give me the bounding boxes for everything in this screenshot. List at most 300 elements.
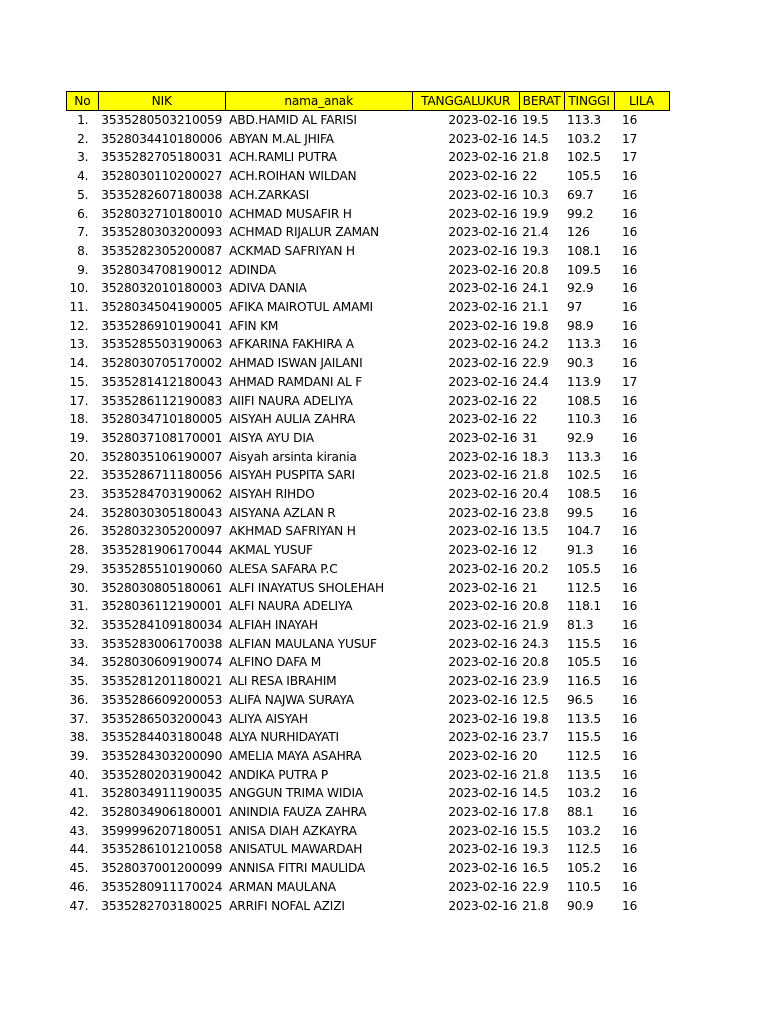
cell-tinggi[interactable]: 126 bbox=[567, 225, 590, 240]
cell-nik[interactable]: 3535282305200087 bbox=[101, 243, 223, 258]
cell-no[interactable]: 34. bbox=[69, 655, 89, 670]
cell-tinggi[interactable]: 104.7 bbox=[567, 524, 601, 539]
header-no[interactable]: No bbox=[67, 92, 99, 111]
cell-tanggalukur[interactable]: 2023-02-16 bbox=[448, 730, 518, 745]
cell-tanggalukur[interactable]: 2023-02-16 bbox=[448, 300, 518, 315]
cell-lila[interactable]: 16 bbox=[622, 206, 638, 221]
cell-tanggalukur[interactable]: 2023-02-16 bbox=[448, 393, 518, 408]
cell-berat[interactable]: 20 bbox=[522, 748, 538, 763]
cell-no[interactable]: 17. bbox=[69, 393, 89, 408]
cell-nik[interactable]: 3535282703180025 bbox=[101, 898, 223, 913]
cell-berat[interactable]: 17.8 bbox=[522, 805, 549, 820]
cell-nik[interactable]: 3528030705170002 bbox=[101, 356, 223, 371]
cell-nama-anak[interactable]: ADIVA DANIA bbox=[229, 281, 307, 296]
cell-lila[interactable]: 16 bbox=[622, 767, 638, 782]
cell-berat[interactable]: 23.7 bbox=[522, 730, 549, 745]
cell-nik[interactable]: 3535284703190062 bbox=[101, 487, 223, 502]
cell-nama-anak[interactable]: AFIKA MAIROTUL AMAMI bbox=[229, 300, 373, 315]
cell-nama-anak[interactable]: ACHMAD MUSAFIR H bbox=[229, 206, 352, 221]
cell-lila[interactable]: 16 bbox=[622, 730, 638, 745]
cell-nama-anak[interactable]: AKMAL YUSUF bbox=[229, 543, 313, 558]
cell-no[interactable]: 47. bbox=[69, 898, 89, 913]
cell-tanggalukur[interactable]: 2023-02-16 bbox=[448, 805, 518, 820]
cell-berat[interactable]: 20.8 bbox=[522, 599, 549, 614]
cell-tanggalukur[interactable]: 2023-02-16 bbox=[448, 524, 518, 539]
cell-berat[interactable]: 12 bbox=[522, 543, 538, 558]
cell-nama-anak[interactable]: ALFIAN MAULANA YUSUF bbox=[229, 636, 377, 651]
cell-no[interactable]: 6. bbox=[77, 206, 89, 221]
cell-no[interactable]: 42. bbox=[69, 805, 89, 820]
cell-no[interactable]: 36. bbox=[69, 692, 89, 707]
cell-berat[interactable]: 21.8 bbox=[522, 150, 549, 165]
cell-berat[interactable]: 21.8 bbox=[522, 767, 549, 782]
cell-tinggi[interactable]: 113.3 bbox=[567, 337, 601, 352]
cell-nama-anak[interactable]: ARRIFI NOFAL AZIZI bbox=[229, 898, 345, 913]
cell-no[interactable]: 43. bbox=[69, 823, 89, 838]
cell-berat[interactable]: 19.5 bbox=[522, 113, 549, 127]
cell-nama-anak[interactable]: AMELIA MAYA ASAHRA bbox=[229, 748, 362, 763]
cell-nama-anak[interactable]: ACH.RAMLI PUTRA bbox=[229, 150, 337, 165]
cell-nama-anak[interactable]: AISYAH PUSPITA SARI bbox=[229, 468, 355, 483]
cell-nama-anak[interactable]: AKHMAD SAFRIYAN H bbox=[229, 524, 356, 539]
cell-nama-anak[interactable]: ACH.ROIHAN WILDAN bbox=[229, 169, 357, 184]
cell-lila[interactable]: 16 bbox=[622, 187, 638, 202]
cell-lila[interactable]: 16 bbox=[622, 879, 638, 894]
cell-nik[interactable]: 3535286609200053 bbox=[101, 692, 223, 707]
cell-berat[interactable]: 21.8 bbox=[522, 898, 549, 913]
header-tanggalukur[interactable]: TANGGALUKUR bbox=[412, 92, 519, 111]
cell-tinggi[interactable]: 113.9 bbox=[567, 374, 601, 389]
cell-no[interactable]: 44. bbox=[69, 842, 89, 857]
cell-tinggi[interactable]: 69.7 bbox=[567, 187, 594, 202]
cell-no[interactable]: 14. bbox=[69, 356, 89, 371]
cell-nik[interactable]: 3535285503190063 bbox=[101, 337, 223, 352]
cell-tanggalukur[interactable]: 2023-02-16 bbox=[448, 113, 518, 127]
cell-lila[interactable]: 16 bbox=[622, 281, 638, 296]
cell-nama-anak[interactable]: ALFI INAYATUS SHOLEHAH bbox=[229, 580, 384, 595]
cell-berat[interactable]: 21.8 bbox=[522, 468, 549, 483]
cell-berat[interactable]: 19.3 bbox=[522, 842, 549, 857]
cell-nik[interactable]: 3535286101210058 bbox=[101, 842, 223, 857]
cell-berat[interactable]: 16.5 bbox=[522, 861, 549, 876]
cell-lila[interactable]: 16 bbox=[622, 412, 638, 427]
cell-tinggi[interactable]: 113.5 bbox=[567, 711, 601, 726]
cell-nik[interactable]: 3535280911170024 bbox=[101, 879, 223, 894]
cell-berat[interactable]: 19.8 bbox=[522, 711, 549, 726]
cell-nama-anak[interactable]: ALESA SAFARA P.C bbox=[229, 561, 338, 576]
cell-tanggalukur[interactable]: 2023-02-16 bbox=[448, 187, 518, 202]
cell-tanggalukur[interactable]: 2023-02-16 bbox=[448, 617, 518, 632]
cell-tanggalukur[interactable]: 2023-02-16 bbox=[448, 318, 518, 333]
cell-berat[interactable]: 19.8 bbox=[522, 318, 549, 333]
cell-berat[interactable]: 24.1 bbox=[522, 281, 549, 296]
cell-nama-anak[interactable]: ACH.ZARKASI bbox=[229, 187, 310, 202]
cell-lila[interactable]: 16 bbox=[622, 617, 638, 632]
cell-nik[interactable]: 3528037108170001 bbox=[101, 430, 223, 445]
cell-nik[interactable]: 3528036112190001 bbox=[101, 599, 223, 614]
cell-nama-anak[interactable]: AHMAD ISWAN JAILANI bbox=[229, 356, 363, 371]
cell-lila[interactable]: 16 bbox=[622, 524, 638, 539]
cell-nama-anak[interactable]: ABD.HAMID AL FARISI bbox=[229, 113, 357, 127]
cell-nik[interactable]: 3535286112190083 bbox=[101, 393, 223, 408]
cell-no[interactable]: 4. bbox=[77, 169, 89, 184]
header-tinggi[interactable]: TINGGI bbox=[564, 92, 614, 111]
cell-tanggalukur[interactable]: 2023-02-16 bbox=[448, 169, 518, 184]
cell-tinggi[interactable]: 116.5 bbox=[567, 674, 601, 689]
cell-no[interactable]: 38. bbox=[69, 730, 89, 745]
cell-no[interactable]: 11. bbox=[69, 300, 89, 315]
cell-nik[interactable]: 3528030110200027 bbox=[101, 169, 223, 184]
cell-nama-anak[interactable]: AISYAH AULIA ZAHRA bbox=[229, 412, 356, 427]
cell-nama-anak[interactable]: ALFIAH INAYAH bbox=[229, 617, 318, 632]
cell-berat[interactable]: 19.9 bbox=[522, 206, 549, 221]
cell-tanggalukur[interactable]: 2023-02-16 bbox=[448, 711, 518, 726]
cell-berat[interactable]: 22.9 bbox=[522, 879, 549, 894]
cell-tanggalukur[interactable]: 2023-02-16 bbox=[448, 262, 518, 277]
cell-tanggalukur[interactable]: 2023-02-16 bbox=[448, 543, 518, 558]
cell-nik[interactable]: 3535281906170044 bbox=[101, 543, 223, 558]
cell-no[interactable]: 18. bbox=[69, 412, 89, 427]
cell-berat[interactable]: 20.8 bbox=[522, 655, 549, 670]
cell-lila[interactable]: 16 bbox=[622, 692, 638, 707]
cell-berat[interactable]: 22.9 bbox=[522, 356, 549, 371]
cell-nik[interactable]: 3535284403180048 bbox=[101, 730, 223, 745]
cell-tinggi[interactable]: 113.5 bbox=[567, 767, 601, 782]
cell-no[interactable]: 31. bbox=[69, 599, 89, 614]
cell-tinggi[interactable]: 105.5 bbox=[567, 655, 601, 670]
cell-tanggalukur[interactable]: 2023-02-16 bbox=[448, 505, 518, 520]
cell-nama-anak[interactable]: ANINDIA FAUZA ZAHRA bbox=[229, 805, 367, 820]
cell-berat[interactable]: 10.3 bbox=[522, 187, 549, 202]
cell-tinggi[interactable]: 110.3 bbox=[567, 412, 601, 427]
cell-nama-anak[interactable]: ANNISA FITRI MAULIDA bbox=[229, 861, 366, 876]
cell-nik[interactable]: 3535282705180031 bbox=[101, 150, 223, 165]
cell-tinggi[interactable]: 113.3 bbox=[567, 449, 601, 464]
cell-no[interactable]: 41. bbox=[69, 786, 89, 801]
cell-berat[interactable]: 21.1 bbox=[522, 300, 549, 315]
cell-tinggi[interactable]: 81.3 bbox=[567, 617, 594, 632]
cell-tanggalukur[interactable]: 2023-02-16 bbox=[448, 748, 518, 763]
cell-nik[interactable]: 3535284303200090 bbox=[101, 748, 223, 763]
cell-tanggalukur[interactable]: 2023-02-16 bbox=[448, 786, 518, 801]
cell-tinggi[interactable]: 102.5 bbox=[567, 468, 601, 483]
cell-nama-anak[interactable]: Aisyah arsinta kirania bbox=[229, 449, 357, 464]
cell-tinggi[interactable]: 109.5 bbox=[567, 262, 601, 277]
cell-nama-anak[interactable]: ALIFA NAJWA SURAYA bbox=[229, 692, 354, 707]
cell-tinggi[interactable]: 96.5 bbox=[567, 692, 594, 707]
cell-lila[interactable]: 17 bbox=[622, 374, 638, 389]
cell-no[interactable]: 5. bbox=[77, 187, 89, 202]
cell-nik[interactable]: 3535283006170038 bbox=[101, 636, 223, 651]
header-nik[interactable]: NIK bbox=[98, 92, 225, 111]
cell-tanggalukur[interactable]: 2023-02-16 bbox=[448, 374, 518, 389]
cell-tanggalukur[interactable]: 2023-02-16 bbox=[448, 823, 518, 838]
cell-no[interactable]: 40. bbox=[69, 767, 89, 782]
cell-nik[interactable]: 3535280203190042 bbox=[101, 767, 223, 782]
cell-berat[interactable]: 23.8 bbox=[522, 505, 549, 520]
cell-tinggi[interactable]: 103.2 bbox=[567, 131, 601, 146]
cell-no[interactable]: 1. bbox=[77, 113, 89, 127]
cell-tinggi[interactable]: 108.5 bbox=[567, 393, 601, 408]
cell-lila[interactable]: 16 bbox=[622, 898, 638, 913]
cell-lila[interactable]: 16 bbox=[622, 243, 638, 258]
cell-no[interactable]: 7. bbox=[77, 225, 89, 240]
cell-no[interactable]: 39. bbox=[69, 748, 89, 763]
cell-lila[interactable]: 16 bbox=[622, 543, 638, 558]
cell-lila[interactable]: 16 bbox=[622, 487, 638, 502]
cell-lila[interactable]: 16 bbox=[622, 262, 638, 277]
cell-lila[interactable]: 16 bbox=[622, 748, 638, 763]
cell-nama-anak[interactable]: AHMAD RAMDANI AL F bbox=[229, 374, 363, 389]
cell-nama-anak[interactable]: AFKARINA FAKHIRA A bbox=[229, 337, 354, 352]
cell-tanggalukur[interactable]: 2023-02-16 bbox=[448, 861, 518, 876]
cell-nik[interactable]: 3528032710180010 bbox=[101, 206, 223, 221]
cell-tanggalukur[interactable]: 2023-02-16 bbox=[448, 150, 518, 165]
cell-no[interactable]: 3. bbox=[77, 150, 89, 165]
cell-no[interactable]: 26. bbox=[69, 524, 89, 539]
cell-nik[interactable]: 3528034710180005 bbox=[101, 412, 223, 427]
cell-nama-anak[interactable]: ANISATUL MAWARDAH bbox=[229, 842, 363, 857]
cell-nik[interactable]: 3528030609190074 bbox=[101, 655, 223, 670]
cell-tanggalukur[interactable]: 2023-02-16 bbox=[448, 449, 518, 464]
cell-tanggalukur[interactable]: 2023-02-16 bbox=[448, 131, 518, 146]
cell-no[interactable]: 8. bbox=[77, 243, 89, 258]
cell-lila[interactable]: 16 bbox=[622, 449, 638, 464]
cell-berat[interactable]: 12.5 bbox=[522, 692, 549, 707]
cell-berat[interactable]: 22 bbox=[522, 412, 538, 427]
cell-no[interactable]: 15. bbox=[69, 374, 89, 389]
cell-no[interactable]: 24. bbox=[69, 505, 89, 520]
cell-nama-anak[interactable]: ALFI NAURA ADELIYA bbox=[229, 599, 353, 614]
cell-no[interactable]: 37. bbox=[69, 711, 89, 726]
cell-tanggalukur[interactable]: 2023-02-16 bbox=[448, 580, 518, 595]
cell-nik[interactable]: 3535282607180038 bbox=[101, 187, 223, 202]
cell-nama-anak[interactable]: ANISA DIAH AZKAYRA bbox=[229, 823, 357, 838]
cell-tinggi[interactable]: 105.5 bbox=[567, 169, 601, 184]
cell-lila[interactable]: 16 bbox=[622, 300, 638, 315]
cell-tinggi[interactable]: 115.5 bbox=[567, 730, 601, 745]
cell-tinggi[interactable]: 108.1 bbox=[567, 243, 601, 258]
cell-berat[interactable]: 20.4 bbox=[522, 487, 549, 502]
cell-berat[interactable]: 14.5 bbox=[522, 131, 549, 146]
cell-tanggalukur[interactable]: 2023-02-16 bbox=[448, 655, 518, 670]
header-lila[interactable]: LILA bbox=[614, 92, 669, 111]
cell-no[interactable]: 12. bbox=[69, 318, 89, 333]
cell-berat[interactable]: 24.2 bbox=[522, 337, 549, 352]
cell-lila[interactable]: 16 bbox=[622, 561, 638, 576]
cell-lila[interactable]: 16 bbox=[622, 169, 638, 184]
cell-lila[interactable]: 16 bbox=[622, 786, 638, 801]
cell-tinggi[interactable]: 105.2 bbox=[567, 861, 601, 876]
cell-tinggi[interactable]: 92.9 bbox=[567, 430, 594, 445]
cell-lila[interactable]: 16 bbox=[622, 393, 638, 408]
cell-tinggi[interactable]: 105.5 bbox=[567, 561, 601, 576]
cell-tanggalukur[interactable]: 2023-02-16 bbox=[448, 767, 518, 782]
cell-nik[interactable]: 3528034906180001 bbox=[101, 805, 223, 820]
cell-tinggi[interactable]: 112.5 bbox=[567, 842, 601, 857]
cell-tinggi[interactable]: 91.3 bbox=[567, 543, 594, 558]
cell-tanggalukur[interactable]: 2023-02-16 bbox=[448, 281, 518, 296]
cell-nik[interactable]: 3528035106190007 bbox=[101, 449, 223, 464]
cell-nik[interactable]: 3528030805180061 bbox=[101, 580, 223, 595]
cell-lila[interactable]: 16 bbox=[622, 805, 638, 820]
cell-nik[interactable]: 3535286910190041 bbox=[101, 318, 223, 333]
cell-berat[interactable]: 24.3 bbox=[522, 636, 549, 651]
header-berat[interactable]: BERAT bbox=[519, 92, 564, 111]
cell-no[interactable]: 28. bbox=[69, 543, 89, 558]
cell-nama-anak[interactable]: ADINDA bbox=[229, 262, 276, 277]
cell-no[interactable]: 13. bbox=[69, 337, 89, 352]
cell-nik[interactable]: 3535280503210059 bbox=[101, 113, 223, 127]
cell-lila[interactable]: 16 bbox=[622, 225, 638, 240]
cell-no[interactable]: 22. bbox=[69, 468, 89, 483]
cell-lila[interactable]: 16 bbox=[622, 823, 638, 838]
cell-tanggalukur[interactable]: 2023-02-16 bbox=[448, 225, 518, 240]
cell-berat[interactable]: 24.4 bbox=[522, 374, 549, 389]
cell-tinggi[interactable]: 98.9 bbox=[567, 318, 594, 333]
cell-no[interactable]: 2. bbox=[77, 131, 89, 146]
cell-no[interactable]: 29. bbox=[69, 561, 89, 576]
cell-nik[interactable]: 3535280303200093 bbox=[101, 225, 223, 240]
cell-nama-anak[interactable]: ALYA NURHIDAYATI bbox=[229, 730, 339, 745]
cell-nama-anak[interactable]: AISYA AYU DIA bbox=[229, 430, 314, 445]
cell-nik[interactable]: 3528034708190012 bbox=[101, 262, 223, 277]
cell-nik[interactable]: 3528034410180006 bbox=[101, 131, 223, 146]
cell-tinggi[interactable]: 97 bbox=[567, 300, 583, 315]
cell-tanggalukur[interactable]: 2023-02-16 bbox=[448, 356, 518, 371]
cell-tanggalukur[interactable]: 2023-02-16 bbox=[448, 674, 518, 689]
cell-tinggi[interactable]: 113.3 bbox=[567, 113, 601, 127]
cell-lila[interactable]: 16 bbox=[622, 655, 638, 670]
cell-berat[interactable]: 21.9 bbox=[522, 617, 549, 632]
cell-tinggi[interactable]: 88.1 bbox=[567, 805, 594, 820]
cell-lila[interactable]: 16 bbox=[622, 318, 638, 333]
cell-nama-anak[interactable]: ANDIKA PUTRA P bbox=[229, 767, 329, 782]
cell-nik[interactable]: 3535281412180043 bbox=[101, 374, 223, 389]
cell-nik[interactable]: 3528034911190035 bbox=[101, 786, 223, 801]
cell-tinggi[interactable]: 108.5 bbox=[567, 487, 601, 502]
cell-tinggi[interactable]: 99.5 bbox=[567, 505, 594, 520]
cell-nama-anak[interactable]: ALIYA AISYAH bbox=[229, 711, 308, 726]
cell-no[interactable]: 9. bbox=[77, 262, 89, 277]
cell-berat[interactable]: 21 bbox=[522, 580, 538, 595]
cell-lila[interactable]: 16 bbox=[622, 842, 638, 857]
cell-no[interactable]: 10. bbox=[69, 281, 89, 296]
cell-nama-anak[interactable]: AFIN KM bbox=[229, 318, 279, 333]
cell-no[interactable]: 33. bbox=[69, 636, 89, 651]
cell-tinggi[interactable]: 118.1 bbox=[567, 599, 601, 614]
cell-nik[interactable]: 3528037001200099 bbox=[101, 861, 223, 876]
cell-lila[interactable]: 16 bbox=[622, 356, 638, 371]
cell-berat[interactable]: 14.5 bbox=[522, 786, 549, 801]
cell-tanggalukur[interactable]: 2023-02-16 bbox=[448, 337, 518, 352]
cell-nik[interactable]: 3535286711180056 bbox=[101, 468, 223, 483]
cell-nik[interactable]: 3528032305200097 bbox=[101, 524, 223, 539]
cell-tanggalukur[interactable]: 2023-02-16 bbox=[448, 599, 518, 614]
cell-tanggalukur[interactable]: 2023-02-16 bbox=[448, 561, 518, 576]
cell-tanggalukur[interactable]: 2023-02-16 bbox=[448, 206, 518, 221]
cell-berat[interactable]: 13.5 bbox=[522, 524, 549, 539]
cell-lila[interactable]: 16 bbox=[622, 674, 638, 689]
cell-tanggalukur[interactable]: 2023-02-16 bbox=[448, 636, 518, 651]
cell-berat[interactable]: 20.2 bbox=[522, 561, 549, 576]
cell-lila[interactable]: 16 bbox=[622, 861, 638, 876]
cell-lila[interactable]: 16 bbox=[622, 337, 638, 352]
cell-tinggi[interactable]: 103.2 bbox=[567, 823, 601, 838]
cell-tanggalukur[interactable]: 2023-02-16 bbox=[448, 898, 518, 913]
cell-berat[interactable]: 22 bbox=[522, 393, 538, 408]
cell-tinggi[interactable]: 110.5 bbox=[567, 879, 601, 894]
cell-nik[interactable]: 3535281201180021 bbox=[101, 674, 223, 689]
cell-tanggalukur[interactable]: 2023-02-16 bbox=[448, 842, 518, 857]
cell-nama-anak[interactable]: ACHMAD RIJALUR ZAMAN bbox=[229, 225, 379, 240]
cell-tanggalukur[interactable]: 2023-02-16 bbox=[448, 412, 518, 427]
cell-berat[interactable]: 18.3 bbox=[522, 449, 549, 464]
cell-nama-anak[interactable]: ALFINO DAFA M bbox=[229, 655, 322, 670]
cell-tinggi[interactable]: 102.5 bbox=[567, 150, 601, 165]
cell-no[interactable]: 19. bbox=[69, 430, 89, 445]
cell-no[interactable]: 35. bbox=[69, 674, 89, 689]
cell-lila[interactable]: 16 bbox=[622, 711, 638, 726]
cell-lila[interactable]: 16 bbox=[622, 468, 638, 483]
cell-nama-anak[interactable]: AISYANA AZLAN R bbox=[229, 505, 336, 520]
cell-nama-anak[interactable]: ALI RESA IBRAHIM bbox=[229, 674, 337, 689]
cell-nik[interactable]: 3535285510190060 bbox=[101, 561, 223, 576]
cell-lila[interactable]: 16 bbox=[622, 113, 638, 127]
cell-lila[interactable]: 17 bbox=[622, 131, 638, 146]
cell-tinggi[interactable]: 90.3 bbox=[567, 356, 594, 371]
cell-berat[interactable]: 23.9 bbox=[522, 674, 549, 689]
cell-tanggalukur[interactable]: 2023-02-16 bbox=[448, 468, 518, 483]
cell-nik[interactable]: 3535284109180034 bbox=[101, 617, 223, 632]
cell-tinggi[interactable]: 112.5 bbox=[567, 748, 601, 763]
cell-lila[interactable]: 16 bbox=[622, 505, 638, 520]
cell-berat[interactable]: 20.8 bbox=[522, 262, 549, 277]
cell-tanggalukur[interactable]: 2023-02-16 bbox=[448, 487, 518, 502]
cell-no[interactable]: 45. bbox=[69, 861, 89, 876]
header-nama-anak[interactable]: nama_anak bbox=[225, 92, 412, 111]
cell-no[interactable]: 20. bbox=[69, 449, 89, 464]
cell-nik[interactable]: 3528030305180043 bbox=[101, 505, 223, 520]
cell-no[interactable]: 46. bbox=[69, 879, 89, 894]
cell-tanggalukur[interactable]: 2023-02-16 bbox=[448, 243, 518, 258]
cell-lila[interactable]: 16 bbox=[622, 430, 638, 445]
cell-nama-anak[interactable]: ABYAN M.AL JHIFA bbox=[229, 131, 334, 146]
cell-nama-anak[interactable]: ARMAN MAULANA bbox=[229, 879, 336, 894]
cell-tinggi[interactable]: 112.5 bbox=[567, 580, 601, 595]
cell-berat[interactable]: 22 bbox=[522, 169, 538, 184]
cell-berat[interactable]: 21.4 bbox=[522, 225, 549, 240]
cell-tinggi[interactable]: 103.2 bbox=[567, 786, 601, 801]
cell-lila[interactable]: 16 bbox=[622, 636, 638, 651]
cell-nama-anak[interactable]: ANGGUN TRIMA WIDIA bbox=[229, 786, 364, 801]
cell-nik[interactable]: 3535286503200043 bbox=[101, 711, 223, 726]
cell-nama-anak[interactable]: ACKMAD SAFRIYAN H bbox=[229, 243, 355, 258]
cell-berat[interactable]: 19.3 bbox=[522, 243, 549, 258]
cell-tinggi[interactable]: 90.9 bbox=[567, 898, 594, 913]
cell-tinggi[interactable]: 99.2 bbox=[567, 206, 594, 221]
cell-lila[interactable]: 17 bbox=[622, 150, 638, 165]
cell-nik[interactable]: 3528034504190005 bbox=[101, 300, 223, 315]
cell-no[interactable]: 30. bbox=[69, 580, 89, 595]
cell-nik[interactable]: 3599996207180051 bbox=[101, 823, 223, 838]
cell-no[interactable]: 23. bbox=[69, 487, 89, 502]
cell-berat[interactable]: 15.5 bbox=[522, 823, 549, 838]
cell-tanggalukur[interactable]: 2023-02-16 bbox=[448, 879, 518, 894]
cell-nama-anak[interactable]: AIIFI NAURA ADELIYA bbox=[229, 393, 353, 408]
cell-nik[interactable]: 3528032010180003 bbox=[101, 281, 223, 296]
cell-lila[interactable]: 16 bbox=[622, 580, 638, 595]
